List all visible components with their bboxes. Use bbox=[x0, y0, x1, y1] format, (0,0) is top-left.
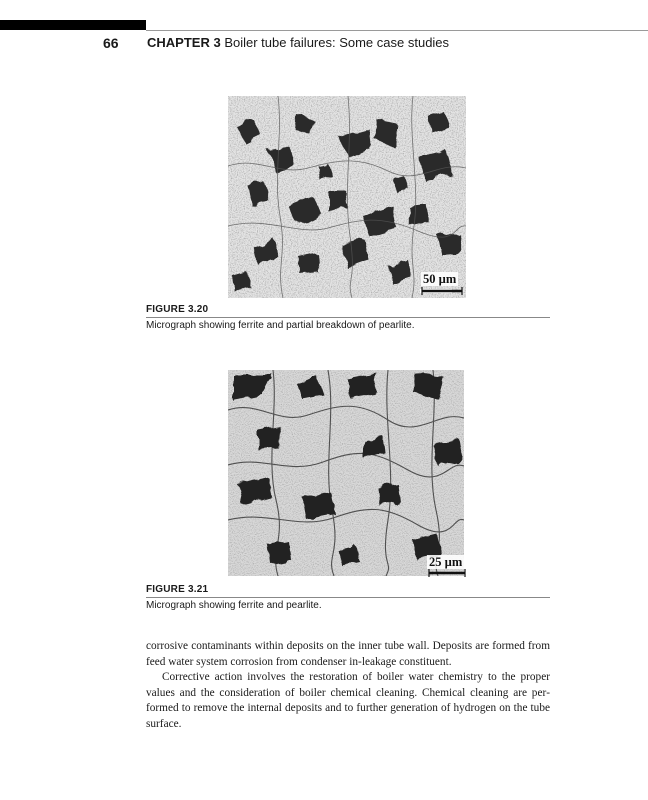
chapter-label: CHAPTER 3 bbox=[147, 35, 221, 50]
header-rule bbox=[146, 30, 648, 31]
running-head bbox=[147, 35, 449, 50]
chapter-title: Boiler tube failures: Some case studies bbox=[224, 35, 450, 50]
micrograph-figure-3-20 bbox=[228, 96, 466, 298]
scale-label-figure-3-20: 50 µm bbox=[423, 272, 457, 286]
scale-bar-figure-3-20 bbox=[421, 287, 463, 295]
paragraph-1: corrosive contaminants within deposits on the inner tube wall. Deposits are formed from feed water system corrosion from condenser in-leakage constituent. bbox=[146, 640, 550, 668]
figure-3-21-caption: Micrograph showing ferrite and pearlite. bbox=[146, 600, 322, 611]
figure-3-21-label: FIGURE 3.21 bbox=[146, 584, 209, 595]
header-bar bbox=[0, 20, 146, 30]
scale-bar-figure-3-21 bbox=[428, 569, 466, 577]
figure-3-20-label: FIGURE 3.20 bbox=[146, 304, 209, 315]
figure-3-21-rule bbox=[146, 597, 550, 598]
figure-3-20-caption: Micrograph showing ferrite and partial breakdown of pearlite. bbox=[146, 320, 415, 331]
figure-3-20-rule bbox=[146, 317, 550, 318]
micrograph-figure-3-21 bbox=[228, 370, 464, 576]
paragraph-2: Corrective action involves the restoration of boiler water chemistry to the proper values and the consideration of boiler chemical cleaning. Chemical cleaning are performed to remove the internal deposits and to further generation of hydrogen on the tube surface. bbox=[146, 671, 550, 730]
page-number: 66 bbox=[103, 35, 119, 51]
body-text bbox=[146, 639, 550, 733]
scale-label-figure-3-21: 25 µm bbox=[429, 555, 463, 569]
